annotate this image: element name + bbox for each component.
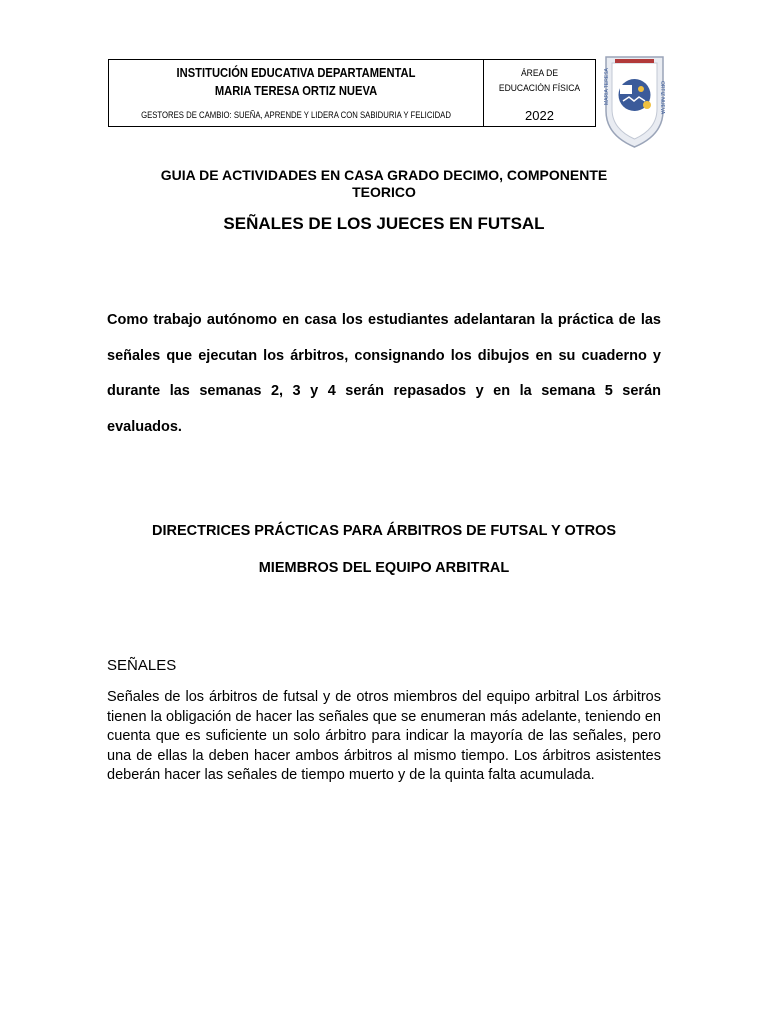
area-label-line2: EDUCACIÓN FÍSICA	[498, 83, 581, 94]
section-body: Señales de los árbitros de futsal y de otros miembros del equipo arbitral Los árbitros tienen la obligación de hacer las señales que se enumeran más adelante, teniendo en cuenta que es suficiente un solo árbitro para indicar la mayoría de las señales, pero una de ellas la deben hacer ambos árbitros al mismo tiempo. Los árbitros asistentes deberán hacer las señales de tiempo muerto y de la quinta falta acumulada.	[107, 689, 661, 783]
school-crest-icon	[603, 53, 666, 149]
header-table	[108, 59, 596, 127]
directives-heading	[107, 513, 661, 587]
header-institution-cell	[109, 60, 484, 126]
main-title: SEÑALES DE LOS JUECES EN FUTSAL	[223, 214, 545, 233]
header-area-cell	[484, 60, 595, 126]
guide-title: GUIA DE ACTIVIDADES EN CASA GRADO DECIMO, COMPONENTE TEORICO	[160, 167, 608, 200]
institution-motto: GESTORES DE CAMBIO: SUEÑA, APRENDE Y LIDERA CON SABIDURIA Y FELICIDAD	[141, 110, 451, 120]
crest-text-right: ORTIZ NUEVA	[659, 81, 665, 115]
directives-heading-line2: MIEMBROS DEL EQUIPO ARBITRAL	[258, 560, 510, 576]
intro-paragraph: Como trabajo autónomo en casa los estudiantes adelantaran la práctica de las señales que ejecutan los árbitros, consignando los dibujos en su cuaderno y durante las semanas 2, 3 y 4 serán repasados y en la semana 5 serán evaluados.	[107, 312, 661, 435]
crest-text-left: MARIA TERESA	[604, 68, 610, 105]
directives-heading-line1: DIRECTRICES PRÁCTICAS PARA ÁRBITROS DE FUTSAL Y OTROS	[151, 523, 617, 539]
year-label: 2022	[525, 108, 554, 123]
institution-name-line2: MARIA TERESA ORTIZ NUEVA	[214, 83, 378, 98]
section-title: SEÑALES	[107, 657, 177, 674]
institution-name-line1: INSTITUCIÓN EDUCATIVA DEPARTAMENTAL	[176, 65, 416, 80]
area-label-line1: ÁREA DE	[520, 68, 559, 79]
